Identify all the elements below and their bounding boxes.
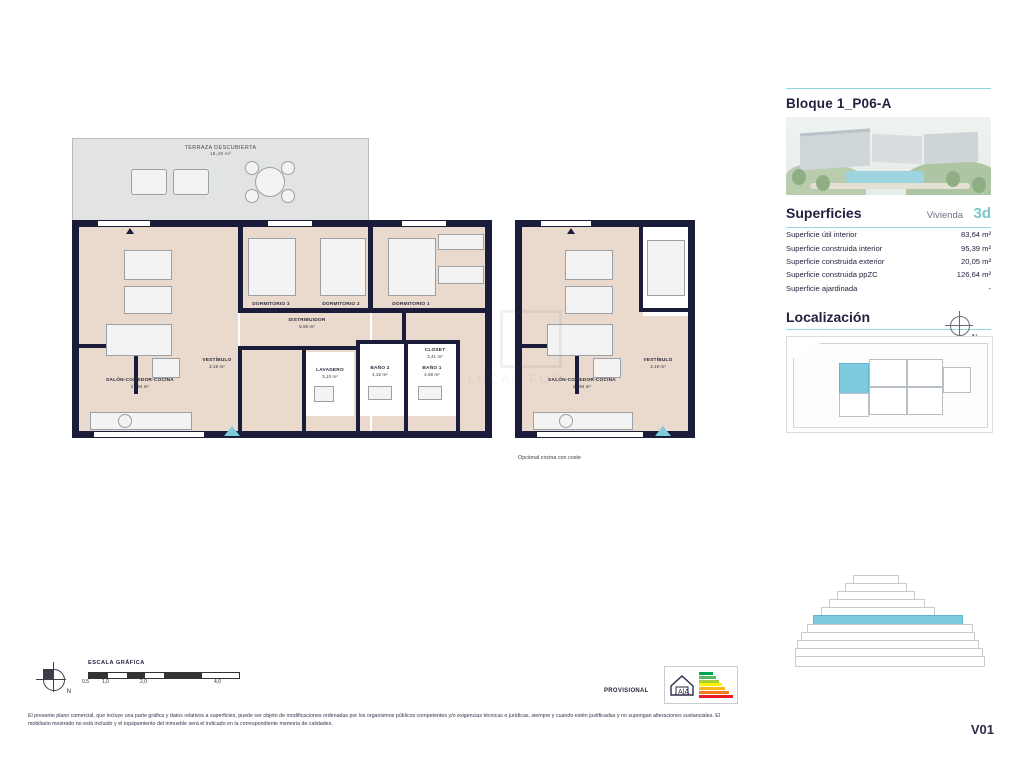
watermark (460, 310, 620, 400)
surface-value: 95,39 m² (961, 243, 991, 253)
label-lavadero (302, 368, 358, 380)
terrace-chair-1 (245, 161, 259, 175)
variant-window-top (541, 221, 591, 226)
house-icon (669, 672, 695, 698)
window-top-2 (268, 221, 312, 226)
terrace-area (72, 138, 369, 222)
surface-label: Superficie construida ppZC (786, 270, 878, 280)
label-bano-1 (408, 366, 456, 378)
wall-int-h3 (356, 340, 460, 344)
room-area: 27,94 m² (130, 384, 150, 390)
unit-code: V01 (970, 722, 994, 737)
north-arrow-plan (126, 228, 134, 234)
table-row (786, 255, 991, 268)
bath1-fixture (418, 386, 442, 400)
compass-label: N (66, 689, 71, 695)
room-name: VESTÍBULO (202, 358, 232, 363)
site-block-1 (839, 393, 869, 417)
label-bano-2 (356, 366, 404, 378)
surfaces-title: Superficies (786, 205, 862, 221)
bed-dormitorio-3 (248, 238, 296, 296)
variant-wall-int-v (639, 220, 643, 312)
surface-label: Superficie útil interior (786, 230, 857, 240)
variant-bed (647, 240, 685, 296)
window-top-3 (402, 221, 446, 226)
scale-tick: 2,0 (140, 679, 147, 685)
north-compass-icon (36, 662, 70, 696)
room-name: BAÑO 2 (370, 366, 390, 371)
disclaimer-text: El presente plano comercial, que incluye una parte gráfica y datos relativos a superficies, puede ser objeto de modificaciones ordenadas por los organismos públicos competentes y/o exigencias técnicas o jurídicas, siempre y cuando estén justificadas y no supongan alteraciones sustanciales. El mobiliario mostrado no está incluido y el equipamiento del inmueble será el indicado en la correspondiente memoria de calidades. (28, 713, 720, 728)
terrace-label (73, 145, 368, 156)
graphic-scale (30, 660, 260, 700)
variant-sofa (565, 250, 613, 280)
site-block-6 (943, 367, 971, 393)
room-area: 5,55 m² (299, 324, 315, 330)
energy-scale-bars (699, 672, 733, 698)
terrace-name: TERRAZA DESCUBIERTA (184, 145, 257, 151)
room-area: 10,36 m² (261, 308, 281, 314)
room-area: 4,32 m² (372, 372, 388, 378)
wall-int-v1 (238, 220, 243, 312)
terrace-chair-2 (281, 161, 295, 175)
surfaces-table (786, 228, 991, 295)
energy-certificate-badge (664, 666, 738, 704)
optional-kitchen-note: Opcional cocina con coste (518, 455, 581, 461)
surface-value: 126,64 m² (956, 270, 991, 280)
surfaces-subtitle: Vivienda (926, 210, 964, 221)
room-name: SALÓN-COMEDOR-COCINA (106, 378, 174, 383)
room-name: CLOSET (424, 348, 446, 353)
scale-bar (88, 672, 240, 679)
surface-value: - (988, 283, 991, 293)
room-area: 3,19 m² (650, 364, 666, 370)
variant-wall-right (688, 220, 695, 438)
window-bottom-1 (94, 432, 204, 437)
surface-label: Superficie ajardinada (786, 283, 858, 293)
site-block-4 (907, 359, 943, 387)
room-area: 4,68 m² (424, 372, 440, 378)
bed-dormitorio-2 (320, 238, 366, 296)
laundry-fill (306, 352, 354, 416)
surface-value: 20,05 m² (961, 256, 991, 266)
floor-plan (60, 130, 760, 550)
surface-label: Superficie construida interior (786, 243, 883, 253)
wall-int-v6 (404, 340, 408, 438)
bed-dormitorio-1 (388, 238, 436, 296)
scale-tick: 4,0 (214, 679, 221, 685)
block-title: Bloque 1_P06-A (786, 96, 892, 111)
site-block-2 (869, 359, 907, 387)
table-row (786, 241, 991, 254)
wardrobe-1 (438, 234, 484, 250)
building-stack-diagram (795, 575, 985, 680)
room-name: DORMITORIO 1 (392, 302, 430, 307)
entrance-marker (224, 426, 240, 436)
room-area: 3,41 m² (427, 354, 443, 360)
wall-int-h2 (238, 346, 358, 350)
variant-window-bottom (537, 432, 643, 437)
room-name: LAVADERO (316, 368, 344, 373)
bath2-fill (360, 342, 406, 416)
dining-table (106, 324, 172, 356)
main-unit (72, 220, 492, 438)
table-row (786, 268, 991, 281)
watermark-text: LUCAS FOX (468, 372, 564, 386)
terrace-chair-3 (245, 189, 259, 203)
surface-label: Superficie construida exterior (786, 256, 885, 266)
scale-tick: 0,5 (82, 679, 89, 685)
room-name: SALÓN-COMEDOR-COCINA (548, 378, 616, 383)
sofa-living (124, 250, 172, 280)
label-vestibulo (188, 358, 246, 370)
wall-int-v2 (368, 220, 373, 312)
site-block-5 (907, 387, 943, 415)
svg-text:A|A: A|A (678, 689, 690, 696)
wall-int-v4 (302, 346, 306, 438)
surface-value: 83,64 m² (961, 230, 991, 240)
scale-title: ESCALA GRÁFICA (88, 660, 145, 666)
location-map (786, 336, 993, 433)
window-top-1 (98, 221, 150, 226)
badge-3d[interactable]: 3d (973, 205, 991, 222)
building-render (786, 117, 991, 195)
table-row (786, 282, 991, 295)
room-name: DORMITORIO 3 (252, 302, 290, 307)
panel-top-rule (786, 88, 991, 89)
terrace-chair-4 (281, 189, 295, 203)
label-distribuidor (262, 318, 352, 330)
room-area: 27,94 m² (572, 384, 592, 390)
room-name: DORMITORIO 2 (322, 302, 360, 307)
variant-wall-int-h (639, 308, 695, 312)
variant-north-arrow (567, 228, 575, 234)
site-block-3 (869, 387, 907, 415)
surfaces-header (786, 205, 991, 223)
highlighted-block[interactable] (839, 363, 869, 395)
kitchen-counter (90, 412, 192, 430)
label-closet (410, 348, 460, 360)
bath2-fixture (368, 386, 392, 400)
table-row (786, 228, 991, 241)
room-name: BAÑO 1 (422, 366, 442, 371)
stove-burners (118, 414, 132, 428)
hallway-cabinet (152, 358, 180, 378)
scale-tick: 1,0 (102, 679, 109, 685)
laundry-fixture (314, 386, 334, 402)
variant-stove (559, 414, 573, 428)
wall-int-v5 (356, 340, 360, 438)
room-area: 10,61 m² (401, 308, 421, 314)
room-area: 3,10 m² (322, 374, 338, 380)
variant-entrance-marker (655, 426, 671, 436)
room-name: VESTÍBULO (643, 358, 673, 363)
label-salon-comedor-cocina (86, 378, 194, 390)
label-dormitorio-1 (368, 302, 454, 314)
room-area: 10,48 m² (331, 308, 351, 314)
terrace-area-value: 18,49 m² (209, 151, 232, 156)
label-variant-vestibulo (629, 358, 687, 370)
wall-left (72, 220, 79, 438)
room-area: 3,19 m² (209, 364, 225, 370)
room-name: DISTRIBUIDOR (288, 318, 326, 323)
armchair-living (124, 286, 172, 314)
provisional-label: PROVISIONAL (604, 688, 649, 694)
sofa-terrace-2 (173, 169, 209, 195)
sofa-terrace-1 (131, 169, 167, 195)
variant-kitchen-counter (533, 412, 633, 430)
info-panel (786, 88, 991, 433)
location-title: Localización (786, 308, 871, 325)
wardrobe-2 (438, 266, 484, 284)
